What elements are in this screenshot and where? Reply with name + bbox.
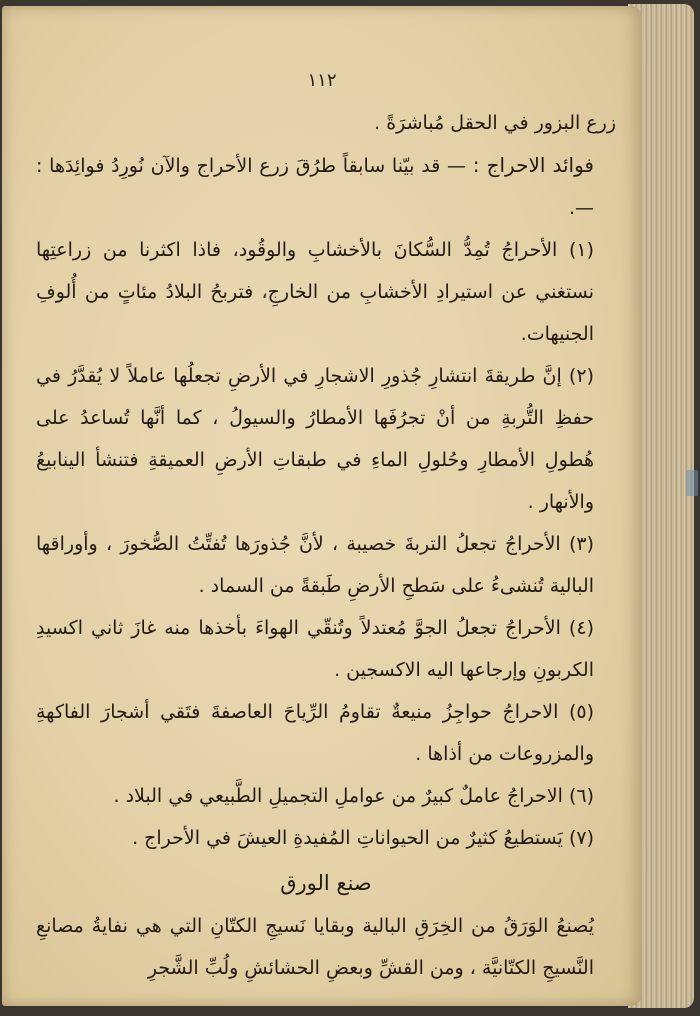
benefit-item-5: (٥) الاحراجُ حواجِزُ منيعةٌ تقاومُ الرِّياحَ العاصفةَ فتَقي أشجارَ الفاكهةِ والمزروعات من أذاها . [36,701,594,765]
benefits-heading: فوائد الاحراج : [472,153,594,177]
benefit-item-1: (١) الأحراجُ تُمِدُّ السُّكانَ بالأخشابِ والوقُود، فاذا اكثرنا من زراعتِها نستغني عن استيرادِ الأخشابِ من الخارجِ، فتربحُ البلادُ مئاتٍ من أُلوفِ الجنيهات. [36,239,594,345]
edge-tape-mark [686,470,698,496]
benefit-item-4: (٤) الأحراجُ تجعلُ الجوَّ مُعتدلاً وتُنقّي الهواءَ بأخذها منه غازَ ثاني اكسيدِ الكربونِ وإرجاعها اليه الاكسجين . [36,617,594,681]
benefit-item-7: (٧) يَستطيعُ كثيرٌ من الحيواناتِ المُفيدةِ العيشَ في الأحراج . [132,827,594,849]
benefits-intro-paragraph [36,144,616,229]
page-number: ١١٢ [307,70,337,91]
continuation-line: زرع البزور في الحقل مُباشرَةً . [374,112,616,134]
page-body [36,102,616,989]
page-sheet [2,6,642,1006]
benefit-item-3: (٣) الأحراجُ تجعلُ التربةَ خصيبة ، لأنَّ جُذورَها تُفتِّتُ الصُّخورَ ، وأوراقها البالية تُنشىءُ على سَطحِ الأرضِ طَبقةً من السماد . [36,533,594,597]
section-heading: صنع الورق [280,871,372,895]
benefit-item-6: (٦) الاحراجُ عاملٌ كبيرٌ من عواملِ التجميلِ الطَّبيعي في البلاد . [113,785,594,807]
benefit-item-2: (٢) إنَّ طريقةَ انتشارِ جُذورِ الاشجارِ في الأرضِ تجعلُها عاملاً لا يُقدَّرُ في حفظِ التُّربةِ من أنْ تجرُفَها الأمطارُ والسيولُ ، كما أنَّها تُساعدُ على هُطولِ الأمطارِ وحُلولِ الماءِ في طبقاتِ الأرضِ العميقةِ فتنشأ الينابيعُ والأنهار . [36,365,594,513]
benefits-intro-text: — قد بيّنا سابقاً طرُقَ زرع الأحراج والآن نُورِدُ فوائِدَها : —. [36,155,594,219]
section-paragraph: يُصنعُ الوَرَقُ من الخِرَقِ البالية وبقايا نَسيجِ الكتّانِ التي هي نفايةُ مصانعِ النَّسيجِ الكتّانيَّة ، ومن القشِّ وبعضِ الحشائشِ ولُبِّ الشَّجرِ [36,915,594,979]
